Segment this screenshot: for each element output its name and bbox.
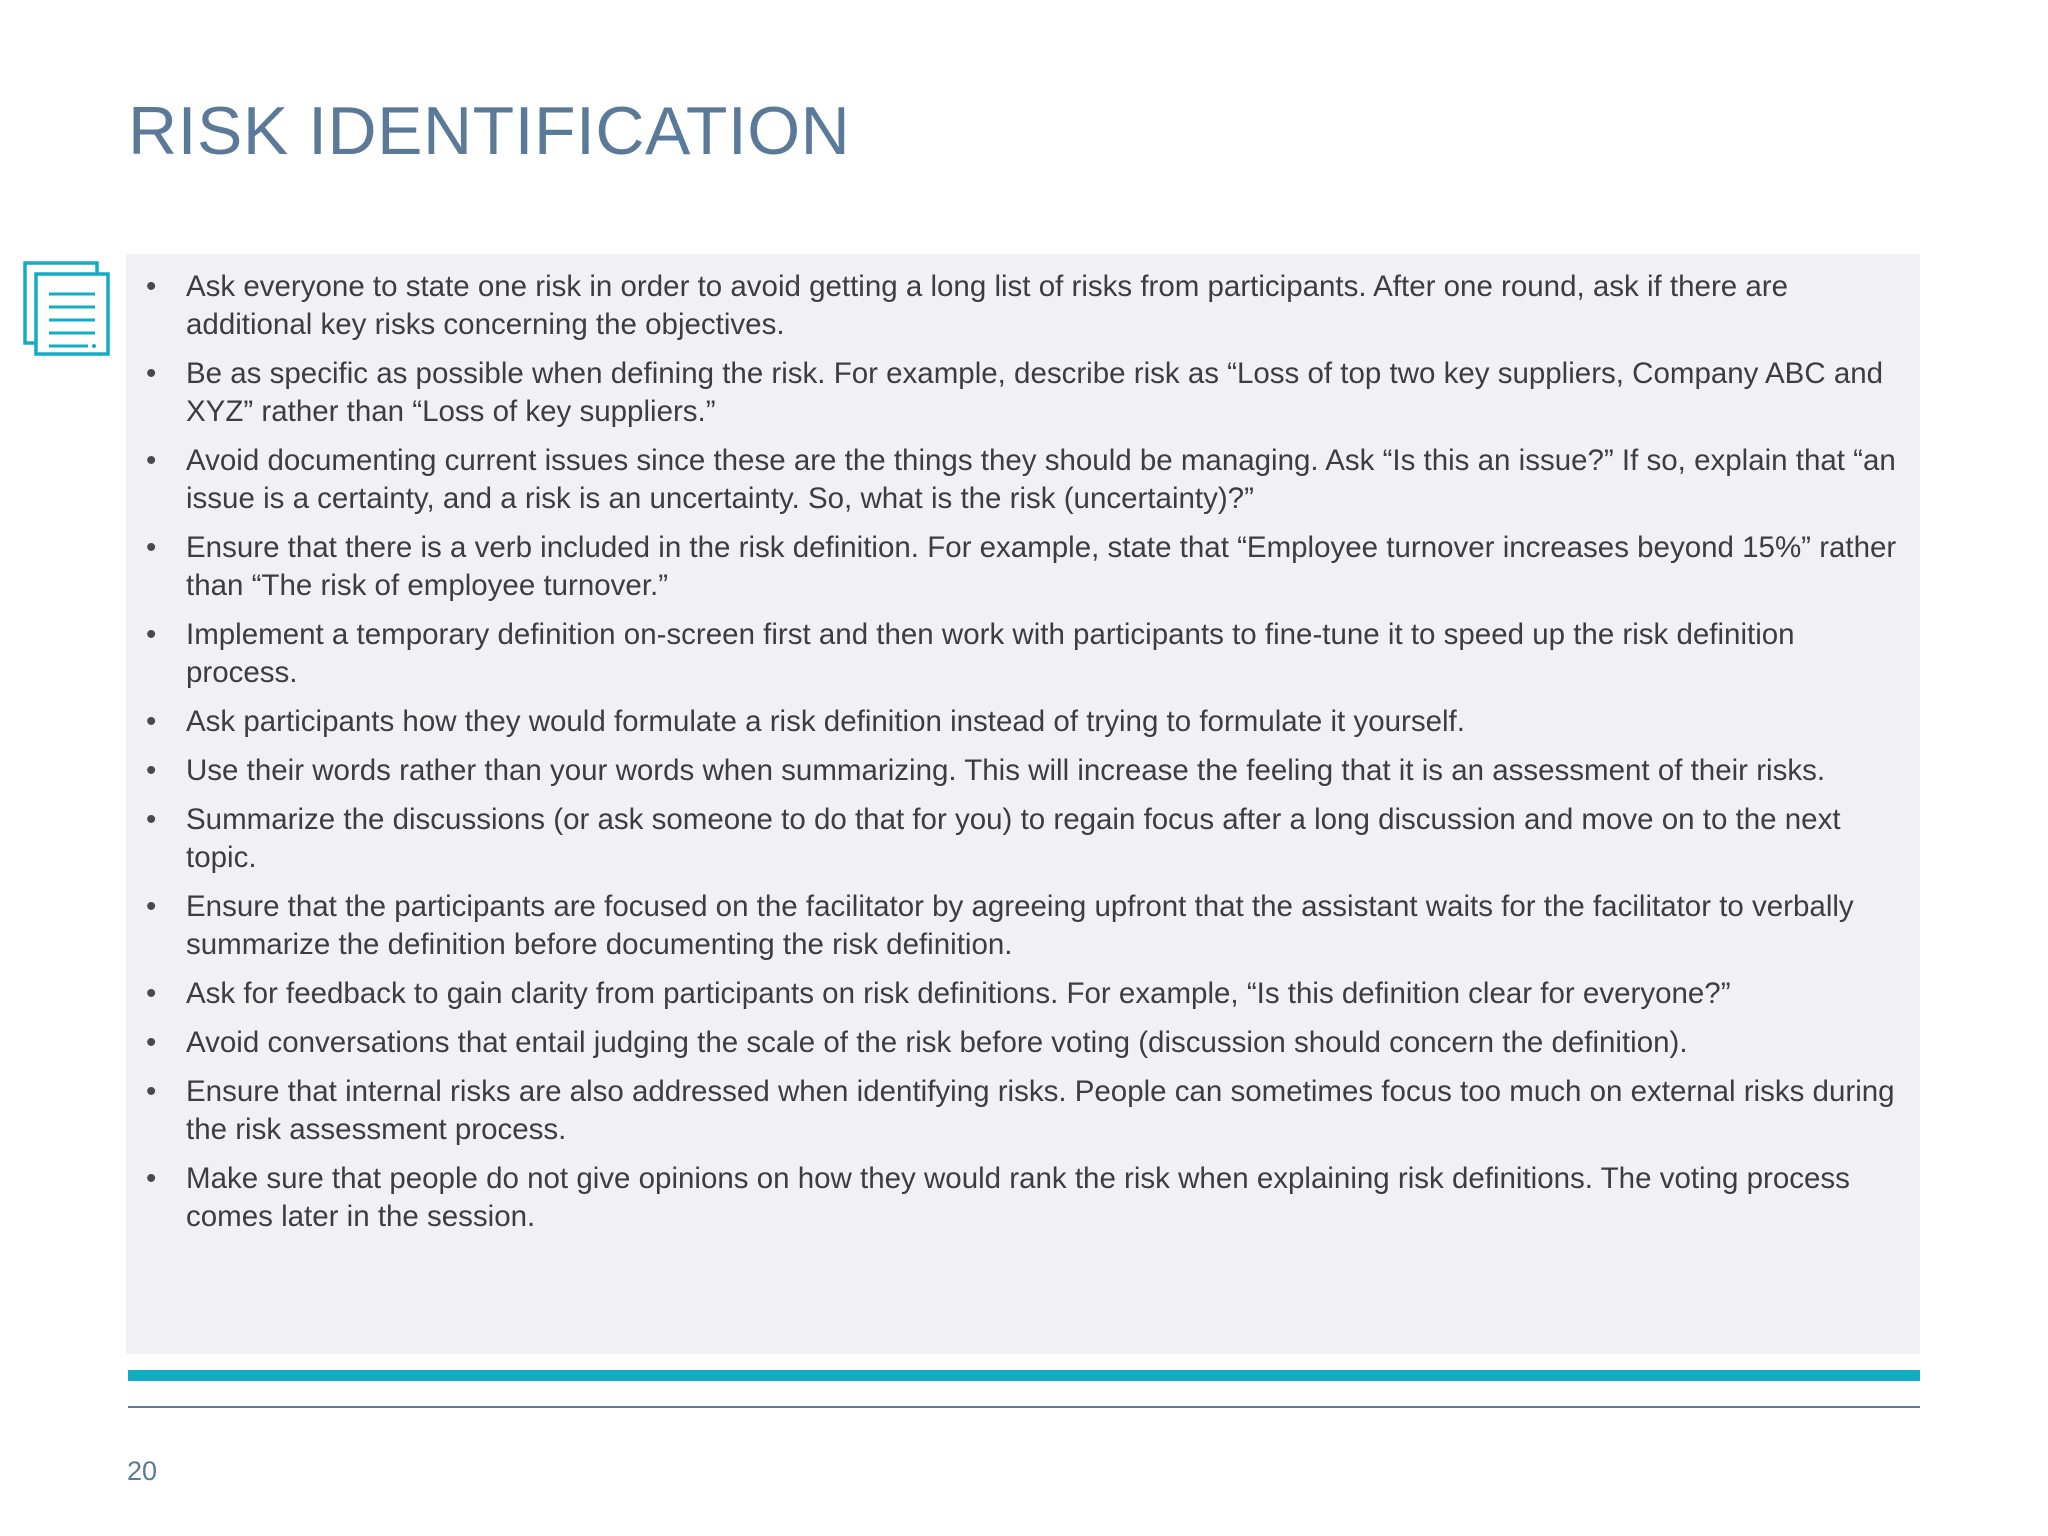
bullet-item: • Summarize the discussions (or ask someone to do that for you) to regain focus after a long discussion and move on to the next topic.	[126, 801, 1900, 877]
bullet-item: • Ask participants how they would formulate a risk definition instead of trying to formulate it yourself.	[126, 703, 1900, 741]
bullet-item: • Implement a temporary definition on-screen first and then work with participants to fine-tune it to speed up the risk definition process.	[126, 616, 1900, 692]
page-number: 20	[127, 1456, 158, 1486]
document-list-icon	[22, 260, 114, 360]
bullet-item: • Use their words rather than your words when summarizing. This will increase the feeling that it is an assessment of their risks.	[126, 752, 1900, 790]
bullet-list	[126, 254, 1920, 1236]
content-panel	[126, 254, 1920, 1354]
slide-title: RISK IDENTIFICATION	[128, 93, 851, 169]
bullet-item: • Ensure that there is a verb included in the risk definition. For example, state that “Employee turnover increases beyond 15%” rather than “The risk of employee turnover.”	[126, 529, 1900, 605]
bullet-item: • Ask for feedback to gain clarity from participants on risk definitions. For example, “Is this definition clear for everyone?”	[126, 975, 1900, 1013]
accent-divider	[128, 1370, 1920, 1381]
bullet-item: • Be as specific as possible when defining the risk. For example, describe risk as “Loss of top two key suppliers, Company ABC and XYZ” rather than “Loss of key suppliers.”	[126, 355, 1900, 431]
bullet-item: • Ask everyone to state one risk in order to avoid getting a long list of risks from participants. After one round, ask if there are additional key risks concerning the objectives.	[126, 268, 1900, 344]
bullet-item: • Ensure that the participants are focused on the facilitator by agreeing upfront that the assistant waits for the facilitator to verbally summarize the definition before documenting the risk definition.	[126, 888, 1900, 964]
footer-divider	[128, 1406, 1920, 1408]
bullet-item: • Avoid documenting current issues since these are the things they should be managing. Ask “Is this an issue?” If so, explain that “an issue is a certainty, and a risk is an uncertainty. So, what is the risk (uncertainty)?”	[126, 442, 1900, 518]
bullet-item: • Avoid conversations that entail judging the scale of the risk before voting (discussion should concern the definition).	[126, 1024, 1900, 1062]
bullet-item: • Make sure that people do not give opinions on how they would rank the risk when explaining risk definitions. The voting process comes later in the session.	[126, 1160, 1900, 1236]
bullet-item: • Ensure that internal risks are also addressed when identifying risks. People can sometimes focus too much on external risks during the risk assessment process.	[126, 1073, 1900, 1149]
